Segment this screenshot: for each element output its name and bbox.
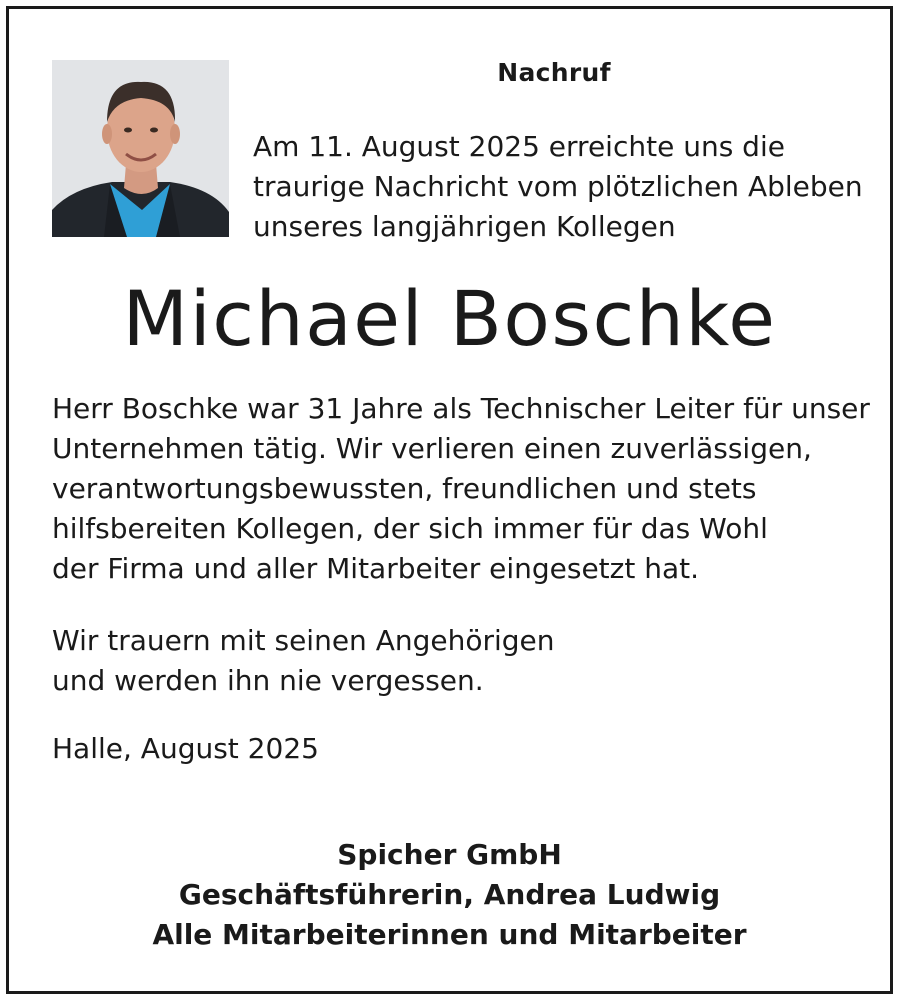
signer-company: Spicher GmbH — [337, 838, 562, 871]
intro-line: traurige Nachricht vom plötzlichen Ableben — [253, 170, 863, 203]
deceased-name: Michael Boschke — [122, 274, 777, 363]
intro-paragraph — [253, 127, 873, 247]
tribute-line: hilfsbereiten Kollegen, der sich immer für das Wohl — [52, 512, 768, 545]
signer-director: Geschäftsführerin, Andrea Ludwig — [178, 878, 721, 911]
signers-block — [9, 835, 890, 955]
intro-line: Am 11. August 2025 erreichte uns die — [253, 130, 785, 163]
intro-line: unseres langjährigen Kollegen — [253, 210, 676, 243]
mourning-line: Wir trauern mit seinen Angehörigen — [52, 624, 555, 657]
signer-staff: Alle Mitarbeiterinnen und Mitarbeiter — [152, 918, 747, 951]
obituary-title: Nachruf — [497, 58, 611, 87]
tribute-line: verantwortungsbewussten, freundlichen und stets — [52, 472, 757, 505]
tribute-line: der Firma und aller Mitarbeiter eingesetzt hat. — [52, 552, 700, 585]
portrait-photo-icon — [52, 60, 229, 237]
tribute-paragraph — [52, 389, 882, 589]
mourning-paragraph — [52, 621, 752, 701]
place-date: Halle, August 2025 — [52, 732, 319, 765]
mourning-line: und werden ihn nie vergessen. — [52, 664, 484, 697]
portrait-photo — [52, 60, 229, 237]
obituary-frame — [6, 6, 893, 994]
tribute-line: Unternehmen tätig. Wir verlieren einen zuverlässigen, — [52, 432, 812, 465]
tribute-line: Herr Boschke war 31 Jahre als Technischer Leiter für unser — [52, 392, 870, 425]
